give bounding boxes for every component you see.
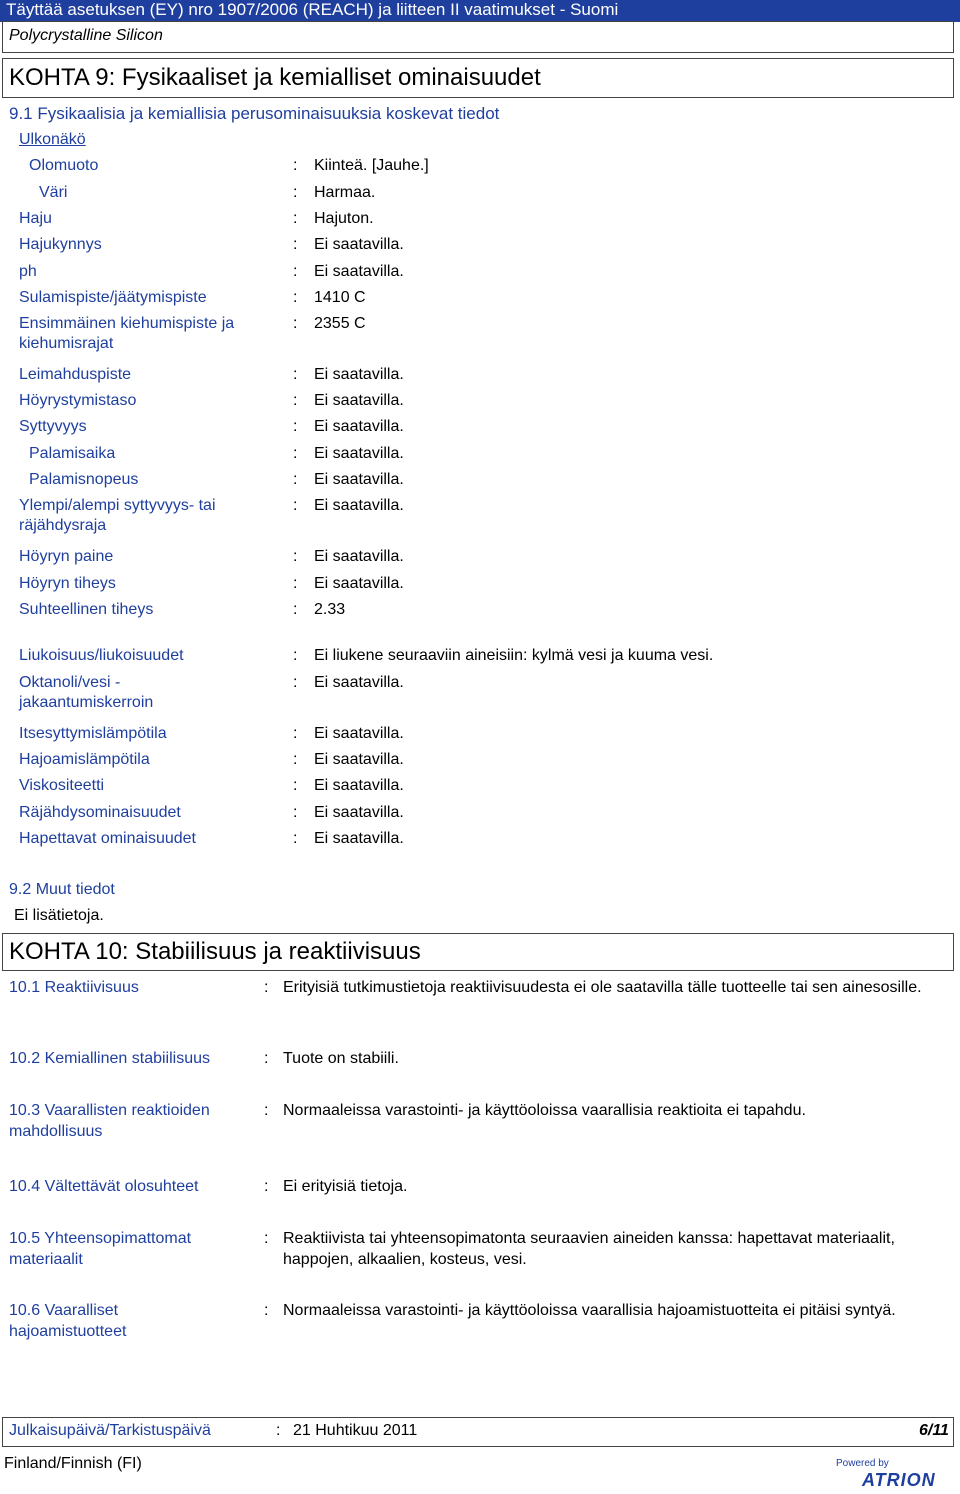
reactivity-colon: : bbox=[264, 1102, 269, 1119]
property-colon: : bbox=[293, 445, 298, 462]
section-9-title: KOHTA 9: Fysikaaliset ja kemialliset ominaisuudet bbox=[9, 64, 541, 91]
property-label: Leimahduspiste bbox=[19, 366, 132, 383]
property-label: Höyryn tiheys bbox=[19, 575, 116, 592]
footer-date-label: Julkaisupäivä/Tarkistuspäivä bbox=[9, 1422, 211, 1439]
page-number: 6/11 bbox=[919, 1422, 949, 1439]
reactivity-label: 10.2 Kemiallinen stabiilisuus bbox=[9, 1050, 210, 1067]
property-colon: : bbox=[293, 751, 298, 768]
property-label: Höyryn paine bbox=[19, 548, 114, 565]
property-value: Ei saatavilla. bbox=[314, 236, 404, 253]
property-value: Ei saatavilla. bbox=[314, 830, 404, 847]
property-colon: : bbox=[293, 392, 298, 409]
reactivity-colon: : bbox=[264, 1050, 269, 1067]
property-value: Ei saatavilla. bbox=[314, 418, 404, 435]
reactivity-colon: : bbox=[264, 1302, 269, 1319]
property-value: Ei saatavilla. bbox=[314, 471, 404, 488]
footer-colon: : bbox=[276, 1422, 281, 1439]
property-label: Oktanoli/vesi - jakaantumiskerroin bbox=[19, 674, 154, 711]
property-colon: : bbox=[293, 366, 298, 383]
footer-box bbox=[2, 1417, 954, 1447]
property-colon: : bbox=[293, 647, 298, 664]
property-colon: : bbox=[293, 263, 298, 280]
regulation-banner bbox=[0, 0, 960, 22]
property-label: Ylempi/alempi syttyvyys- tai räjähdysraja bbox=[19, 497, 216, 534]
reactivity-label: 10.5 Yhteensopimattomat materiaalit bbox=[9, 1230, 192, 1268]
reactivity-value: Tuote on stabiili. bbox=[283, 1050, 399, 1067]
reactivity-label: 10.4 Vältettävät olosuhteet bbox=[9, 1178, 199, 1195]
atrion-brand: ATRION bbox=[862, 1470, 936, 1490]
property-value: Ei saatavilla. bbox=[314, 445, 404, 462]
property-label: Hajoamislämpötila bbox=[19, 751, 150, 768]
property-colon: : bbox=[293, 548, 298, 565]
property-colon: : bbox=[293, 575, 298, 592]
locale-text: Finland/Finnish (FI) bbox=[4, 1455, 142, 1472]
property-value: Ei saatavilla. bbox=[314, 392, 404, 409]
reactivity-label: 10.6 Vaaralliset hajoamistuotteet bbox=[9, 1302, 127, 1340]
product-name: Polycrystalline Silicon bbox=[9, 27, 163, 44]
section-10-title: KOHTA 10: Stabiilisuus ja reaktiivisuus bbox=[9, 938, 421, 965]
property-label: Ensimmäinen kiehumispiste ja kiehumisrajat bbox=[19, 315, 235, 352]
reactivity-label: 10.3 Vaarallisten reaktioiden mahdollisuus bbox=[9, 1102, 210, 1140]
reactivity-value: Reaktiivista tai yhteensopimatonta seuraavien aineiden kanssa: hapettavat materiaalit, happojen, alkaalien, kosteus, vesi. bbox=[283, 1230, 895, 1268]
property-value: Ei saatavilla. bbox=[314, 575, 404, 592]
property-value: Ei saatavilla. bbox=[314, 263, 404, 280]
property-colon: : bbox=[293, 157, 298, 174]
subsection-9-1-title: 9.1 Fysikaalisia ja kemiallisia perusominaisuuksia koskevat tiedot bbox=[9, 104, 500, 123]
property-colon: : bbox=[293, 830, 298, 847]
property-colon: : bbox=[293, 236, 298, 253]
property-value: Ei saatavilla. bbox=[314, 548, 404, 565]
property-label: Haju bbox=[19, 210, 52, 227]
property-label: Hapettavat ominaisuudet bbox=[19, 830, 196, 847]
property-label: Itsesyttymislämpötila bbox=[19, 725, 167, 742]
property-colon: : bbox=[293, 777, 298, 794]
property-label: Syttyvyys bbox=[19, 418, 87, 435]
property-label: Liukoisuus/liukoisuudet bbox=[19, 647, 184, 664]
regulation-text: Täyttää asetuksen (EY) nro 1907/2006 (REACH) ja liitteen II vaatimukset - Suomi bbox=[6, 0, 619, 19]
reactivity-colon: : bbox=[264, 1178, 269, 1195]
reactivity-colon: : bbox=[264, 1230, 269, 1247]
property-label: Sulamispiste/jäätymispiste bbox=[19, 289, 207, 306]
other-info-text: Ei lisätietoja. bbox=[14, 907, 104, 924]
property-value: Ei saatavilla. bbox=[314, 497, 404, 514]
property-colon: : bbox=[293, 497, 298, 514]
reactivity-colon: : bbox=[264, 979, 269, 996]
property-label: Viskositeetti bbox=[19, 777, 105, 794]
property-colon: : bbox=[293, 289, 298, 306]
reactivity-value: Normaaleissa varastointi- ja käyttöoloissa vaarallisia hajoamistuotteita ei pitäisi syntyä. bbox=[283, 1302, 896, 1319]
property-label: Palamisaika bbox=[29, 445, 116, 462]
property-label: Suhteellinen tiheys bbox=[19, 601, 154, 618]
property-value: 1410 C bbox=[314, 289, 366, 306]
property-colon: : bbox=[293, 315, 298, 332]
property-value: Ei saatavilla. bbox=[314, 674, 404, 691]
property-value: Ei saatavilla. bbox=[314, 751, 404, 768]
property-label: ph bbox=[19, 263, 37, 280]
property-colon: : bbox=[293, 725, 298, 742]
reactivity-value: Normaaleissa varastointi- ja käyttöoloissa vaarallisia reaktioita ei tapahdu. bbox=[283, 1102, 806, 1119]
reactivity-value: Ei erityisiä tietoja. bbox=[283, 1178, 408, 1195]
product-box bbox=[2, 21, 954, 53]
property-value: Harmaa. bbox=[314, 184, 376, 201]
property-value: Ei saatavilla. bbox=[314, 804, 404, 821]
property-value: 2.33 bbox=[314, 601, 346, 618]
property-colon: : bbox=[293, 804, 298, 821]
property-value: Ei liukene seuraaviin aineisiin: kylmä vesi ja kuuma vesi. bbox=[314, 647, 714, 664]
property-value: 2355 C bbox=[314, 315, 366, 332]
property-label: Höyrystymistaso bbox=[19, 392, 137, 409]
property-colon: : bbox=[293, 601, 298, 618]
property-value: Kiinteä. [Jauhe.] bbox=[314, 157, 429, 174]
reactivity-value: Erityisiä tutkimustietoja reaktiivisuudesta ei ole saatavilla tälle tuotteelle tai sen ainesosille. bbox=[283, 979, 922, 996]
reactivity-label: 10.1 Reaktiivisuus bbox=[9, 979, 139, 996]
section-9-header bbox=[2, 58, 954, 98]
footer-date-value: 21 Huhtikuu 2011 bbox=[293, 1422, 418, 1439]
section-10-header bbox=[2, 933, 954, 971]
property-label: Hajukynnys bbox=[19, 236, 102, 253]
property-colon: : bbox=[293, 418, 298, 435]
property-label: Palamisnopeus bbox=[29, 471, 139, 488]
powered-by-text: Powered by bbox=[836, 1458, 889, 1469]
property-colon: : bbox=[293, 210, 298, 227]
property-colon: : bbox=[293, 674, 298, 691]
property-label: Räjähdysominaisuudet bbox=[19, 804, 181, 821]
property-value: Hajuton. bbox=[314, 210, 374, 227]
property-value: Ei saatavilla. bbox=[314, 725, 404, 742]
property-label: Väri bbox=[39, 184, 68, 201]
property-colon: : bbox=[293, 184, 298, 201]
property-value: Ei saatavilla. bbox=[314, 777, 404, 794]
property-label: Olomuoto bbox=[29, 157, 99, 174]
property-colon: : bbox=[293, 471, 298, 488]
subsection-9-2-title: 9.2 Muut tiedot bbox=[9, 881, 115, 898]
appearance-heading: Ulkonäkö bbox=[19, 131, 86, 148]
property-value: Ei saatavilla. bbox=[314, 366, 404, 383]
